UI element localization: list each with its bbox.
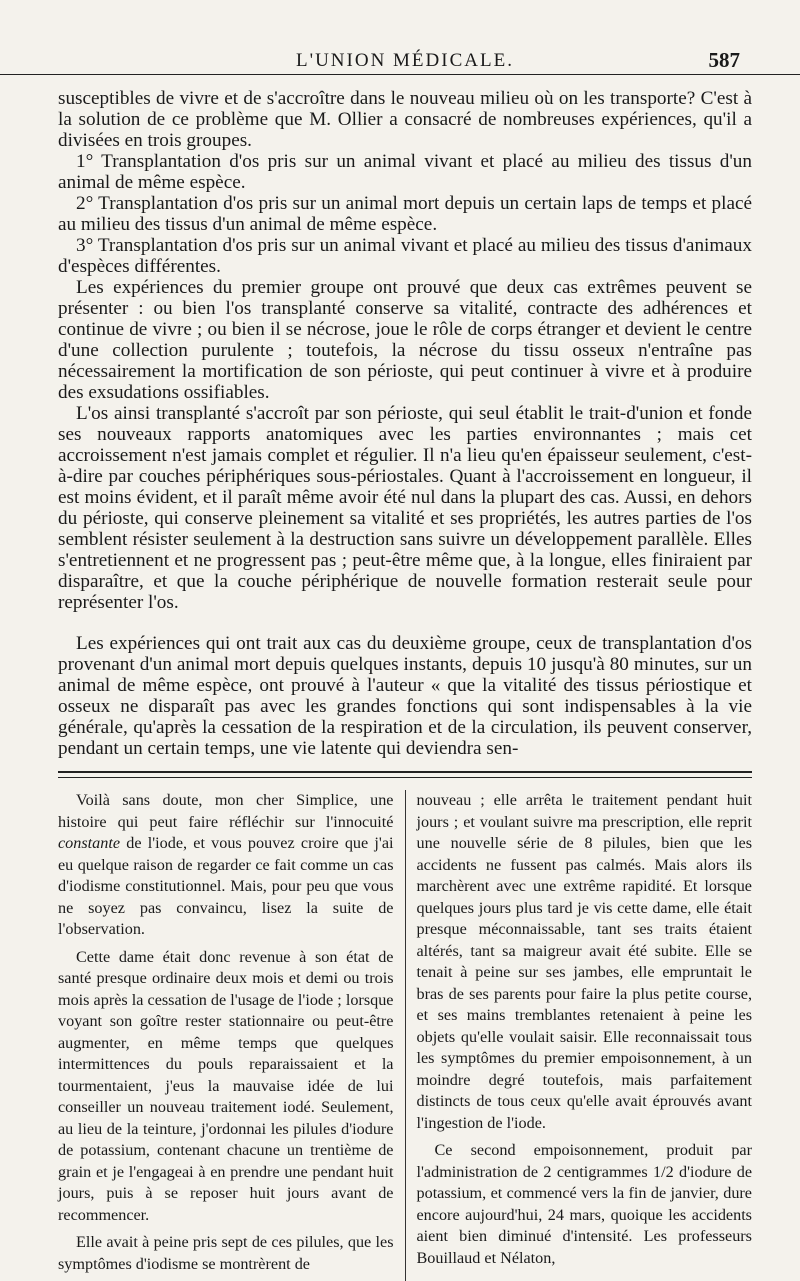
feuilleton-paragraph: Elle avait à peine pris sept de ces pilules, que les symptômes d'iodisme se montrèrent de [58, 1233, 394, 1273]
feuilleton [58, 790, 752, 1281]
article-paragraph: 3° Transplantation d'os pris sur un animal vivant et placé au milieu des tissus d'animaux d'espèces différentes. [58, 235, 752, 277]
article-paragraph: 1° Transplantation d'os pris sur un animal vivant et placé au milieu des tissus d'un animal de même espèce. [58, 151, 752, 193]
article-paragraph: Les expériences qui ont trait aux cas du deuxième groupe, ceux de transplantation d'os provenant d'un animal mort depuis quelques instants, depuis 10 jusqu'à 80 minutes, sur un animal de même espèce, ont prouvé à l'auteur « que la vitalité des tissus périostique et osseux ne disparaît pas avec les grandes fonctions qui sont indispensables à la vie générale, qu'après la cessation de la respiration et de la circulation, ils peuvent conserver, pendant un certain temps, une vie latente qui deviendra sen- [58, 633, 752, 759]
page-header [58, 0, 752, 72]
article-paragraph: 2° Transplantation d'os pris sur un animal mort depuis un certain laps de temps et placé au milieu des tissus d'un animal de même espèce. [58, 193, 752, 235]
feuilleton-paragraph: Ce second empoisonnement, produit par l'administration de 2 centigrammes 1/2 d'iodure de potassium, et commencé vers la fin de janvier, dure encore aujourd'hui, 24 mars, quoique les accidents aient bien diminué d'intensité. Les professeurs Bouillaud et Nélaton, [416, 1141, 752, 1267]
feuilleton-paragraph: Cette dame était donc revenue à son état de santé presque ordinaire deux mois et demi ou trois mois après la cessation de l'usage de l'iode ; lorsque voyant son goître rester stationnaire ou peut-être augmenter, en même temps que quelques intermittences du pouls reparaissaient et la tourmentaient, j'eus la mauvaise idée de lui conseiller un nouveau traitement iodé. Seulement, au lieu de la teinture, j'ordonnai les pilules d'iodure de potassium, contenant chacune un trentième de grain et je l'engageai à en prendre une pendant huit jours, puis à se reposer huit jours avant de recommencer. [58, 947, 394, 1224]
main-article [58, 88, 752, 759]
page-number: 587 [708, 48, 740, 72]
article-paragraph: L'os ainsi transplanté s'accroît par son périoste, qui seul établit le trait-d'union et fonde ses nouveaux rapports anatomiques avec les parties environnantes ; mais cet accroissement n'est jamais complet et régulier. Il n'a lieu qu'en épaisseur seulement, c'est-à-dire par couches périphériques sous-périostales. Quant à l'accroissement en longueur, il est moins évident, et il paraît même avoir été nul dans la plupart des cas. Aussi, en dehors du périoste, qui conserve pleinement sa vitalité et ses propriétés, les autres parties de l'os semblent résister seulement à la destruction sans suivre un développement parallèle. Elles s'entretiennent et ne progressent pas ; peut-être même que, à la longue, elles finiraient par disparaître, et que la couche périphérique de nouvelle formation resterait seule pour représenter l'os. [58, 403, 752, 613]
feuilleton-paragraph: nouveau ; elle arrêta le traitement pendant huit jours ; et voulant suivre ma prescription, elle reprit une nouvelle série de 8 pilules, bien que les accidents ne fussent pas calmés. Mais alors ils marchèrent avec une extrême rapidité. Et lorsque quelques jours plus tard je vis cette dame, elle était presque méconnaissable, tant ses traits étaient altérés, tant sa maigreur avait été subite. Elle se tenait à peine sur ses jambes, elle empruntait le bras de ses parents pour faire la plus petite course, et ses mains tremblantes retenaient à peine les objets qu'elle voulait saisir. Elle reconnaissait tous les symptômes du premier empoisonnement, à un moindre degré toutefois, mais parfaitement distincts de tous ceux qu'elle avait éprouvés avant l'ingestion de l'iode. [416, 791, 752, 1132]
header-rule [0, 74, 800, 75]
article-paragraph: susceptibles de vivre et de s'accroître dans le nouveau milieu où on les transporte? C'est à la solution de ce problème que M. Ollier a consacré de nombreuses expériences, qu'il a divisées en trois groupes. [58, 88, 752, 151]
feuilleton-separator [58, 771, 752, 778]
text-run: de l'iode, et vous pouvez croire que j'ai eu quelque raison de regarder ce fait comme un cas d'iodisme constitutionnel. Mais, pour peu que vous ne soyez pas convaincu, lisez la suite de l'observation. [58, 834, 394, 938]
column-rule [405, 790, 406, 1281]
feuilleton-left-column [58, 790, 394, 1281]
article-paragraph: Les expériences du premier groupe ont prouvé que deux cas extrêmes peuvent se présenter : ou bien l'os transplanté conserve sa vitalité, contracte des adhérences et continue de vivre ; ou bien il se nécrose, joue le rôle de corps étranger et devient le centre d'une collection purulente ; toutefois, la nécrose du tissu osseux n'entraîne pas nécessairement la mortification de son périoste, qui peut continuer à vivre et à produire des exsudations ossifiables. [58, 277, 752, 403]
italic-word: constante [58, 834, 121, 852]
running-title: L'UNION MÉDICALE. [296, 50, 514, 71]
text-run: Voilà sans doute, mon cher Simplice, une histoire qui peut faire réfléchir sur l'innocuité [58, 791, 394, 831]
feuilleton-right-column [417, 790, 753, 1281]
feuilleton-paragraph [58, 790, 394, 941]
